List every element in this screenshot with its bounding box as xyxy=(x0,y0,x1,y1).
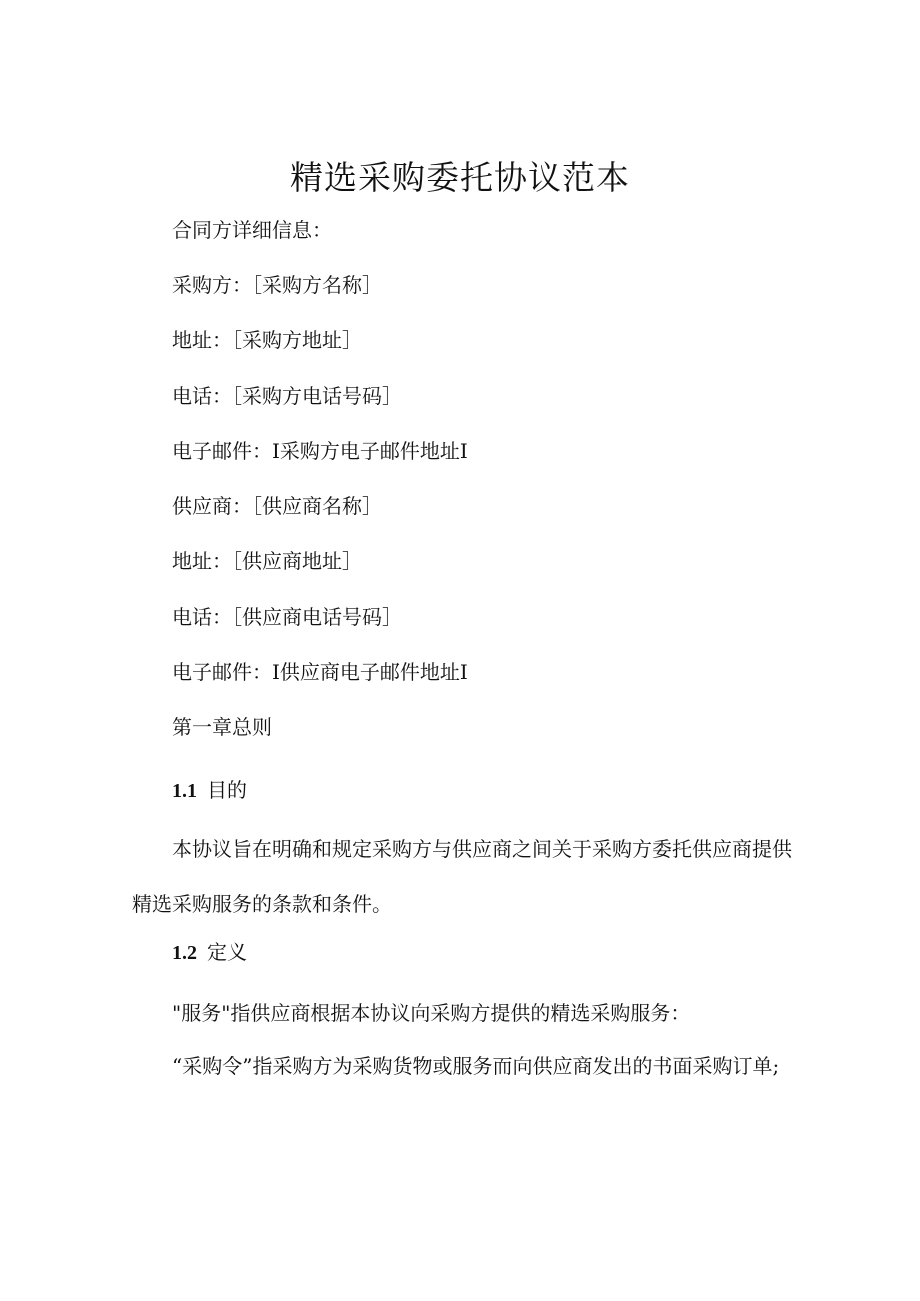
buyer-name-line: 采购方：［采购方名称］ xyxy=(172,273,382,297)
buyer-address-line: 地址：［采购方地址］ xyxy=(172,328,362,352)
chapter-heading: 第一章总则 xyxy=(172,715,272,739)
section-title: 定义 xyxy=(207,940,247,964)
buyer-email-line: 电子邮件：I采购方电子邮件地址I xyxy=(172,439,468,463)
definition-service: "服务"指供应商根据本协议向采购方提供的精选采购服务： xyxy=(172,1001,691,1025)
section-title: 目的 xyxy=(207,778,247,802)
section-number: 1.2 xyxy=(172,942,197,964)
document-title: 精选采购委托协议范本 xyxy=(290,158,630,197)
parties-intro: 合同方详细信息： xyxy=(172,218,332,242)
section-1-2-heading xyxy=(172,939,247,966)
section-number: 1.1 xyxy=(172,780,197,802)
supplier-phone-line: 电话：［供应商电话号码］ xyxy=(172,605,402,629)
supplier-email-line: 电子邮件：I供应商电子邮件地址I xyxy=(172,660,468,684)
supplier-name-line: 供应商：［供应商名称］ xyxy=(172,494,382,518)
buyer-phone-line: 电话：［采购方电话号码］ xyxy=(172,384,402,408)
supplier-address-line: 地址：［供应商地址］ xyxy=(172,549,362,573)
section-1-1-body: 本协议旨在明确和规定采购方与供应商之间关于采购方委托供应商提供精选采购服务的条款和条件。 xyxy=(132,837,792,916)
definition-purchase-order: “采购令”指采购方为采购货物或服务而向供应商发出的书面采购订单; xyxy=(172,1054,780,1078)
section-1-1-heading xyxy=(172,777,247,804)
